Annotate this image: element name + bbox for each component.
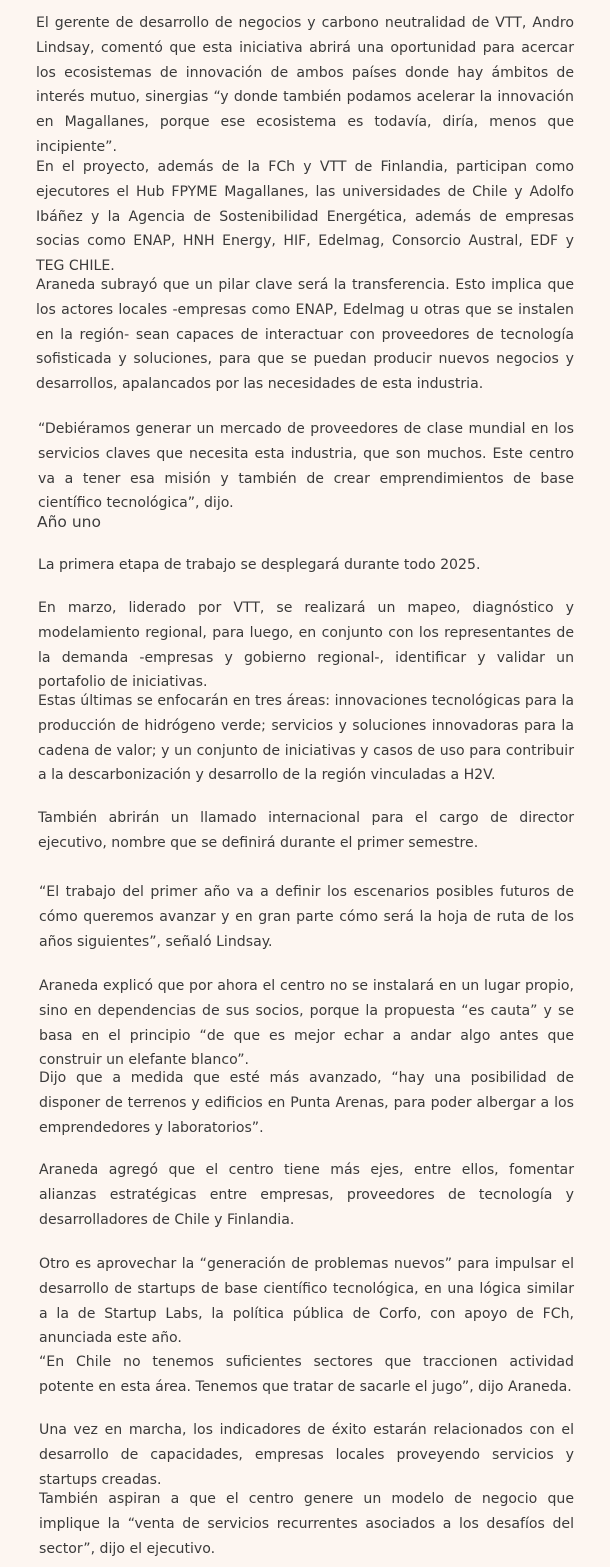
section-heading: Año uno (37, 513, 101, 531)
paragraph-quote-suppliers: “Debiéramos generar un mercado de proveedores de clase mundial en los servicios claves que necesita esta industria, que son muchos. Este centro va a tener esa misión y también de crear emprendimientos de base científico tecnológica”, dijo. (38, 421, 574, 512)
paragraph-lindsay-intro: El gerente de desarrollo de negocios y carbono neutralidad de VTT, Andro Lindsay, comentó que esta iniciativa abrirá una oportunidad para acercar los ecosistemas de innovación de ambos países donde hay ámbitos de interés mutuo, sinergias “y donde también podamos acelerar la innovación en Magallanes, porque ese ecosistema es todavía, diría, menos que incipiente”. (36, 15, 574, 155)
paragraph-three-areas: Estas últimas se enfocarán en tres áreas: innovaciones tecnológicas para la producción de hidrógeno verde; servicios y soluciones innovadoras para la cadena de valor; y un conjunto de iniciativas y casos de uso para contribuir a la descarbonización y desarrollo de la región vinculadas a H2V. (38, 693, 574, 784)
paragraph-location: Araneda explicó que por ahora el centro no se instalará en un lugar propio, sino en dependencias de sus socios, porque la propuesta “es cauta” y se basa en el principio “de que es mejor echar a andar algo antes que construir un elefante blanco”. (39, 978, 574, 1069)
paragraph-project-partners: En el proyecto, además de la FCh y VTT de Finlandia, participan como ejecutores el Hub FPYME Magallanes, las universidades de Chile y Adolfo Ibáñez y la Agencia de Sostenibilidad Energética, además de empresas socias como ENAP, HNH Energy, HIF, Edelmag, Consorcio Austral, EDF y TEG CHILE. (36, 159, 574, 275)
paragraph-alliances: Araneda agregó que el centro tiene más ejes, entre ellos, fomentar alianzas estratégicas entre empresas, proveedores de tecnología y desarrolladores de Chile y Finlandia. (39, 1162, 574, 1228)
paragraph-quote-araneda: “En Chile no tenemos suficientes sectores que traccionen actividad potente en esta área. Tenemos que tratar de sacarle el jugo”, dijo Araneda. (39, 1354, 574, 1395)
paragraph-transfer-pillar: Araneda subrayó que un pilar clave será la transferencia. Esto implica que los actores locales -empresas como ENAP, Edelmag u otras que se instalen en la región- sean capaces de interactuar con proveedores de tecnología sofisticada y soluciones, para que se puedan producir nuevos negocios y desarrollos, apalancados por las necesidades de esta industria. (36, 277, 574, 393)
paragraph-punta-arenas: Dijo que a medida que esté más avanzado, “hay una posibilidad de disponer de terrenos y edificios en Punta Arenas, para poder albergar a los emprendedores y laboratorios”. (39, 1070, 574, 1136)
paragraph-startups: Otro es aprovechar la “generación de problemas nuevos” para impulsar el desarrollo de startups de base científico tecnológica, en una lógica similar a la de Startup Labs, la política pública de Corfo, con apoyo de FCh, anunciada este año. (39, 1256, 574, 1347)
paragraph-business-model: También aspiran a que el centro genere un modelo de negocio que implique la “venta de servicios recurrentes asociados a los desafíos del sector”, dijo el ejecutivo. (39, 1491, 574, 1557)
paragraph-march-mapping: En marzo, liderado por VTT, se realizará un mapeo, diagnóstico y modelamiento regional, para luego, en conjunto con los representantes de la demanda -empresas y gobierno regional-, identificar y validar un portafolio de iniciativas. (38, 600, 574, 691)
paragraph-first-stage: La primera etapa de trabajo se desplegará durante todo 2025. (38, 557, 481, 573)
paragraph-director-call: También abrirán un llamado internacional para el cargo de director ejecutivo, nombre que se definirá durante el primer semestre. (38, 810, 574, 851)
paragraph-success-indicators: Una vez en marcha, los indicadores de éxito estarán relacionados con el desarrollo de capacidades, empresas locales proveyendo servicios y startups creadas. (39, 1422, 574, 1488)
paragraph-quote-lindsay: “El trabajo del primer año va a definir los escenarios posibles futuros de cómo queremos avanzar y en gran parte cómo será la hoja de ruta de los años siguientes”, señaló Lindsay. (39, 884, 574, 950)
